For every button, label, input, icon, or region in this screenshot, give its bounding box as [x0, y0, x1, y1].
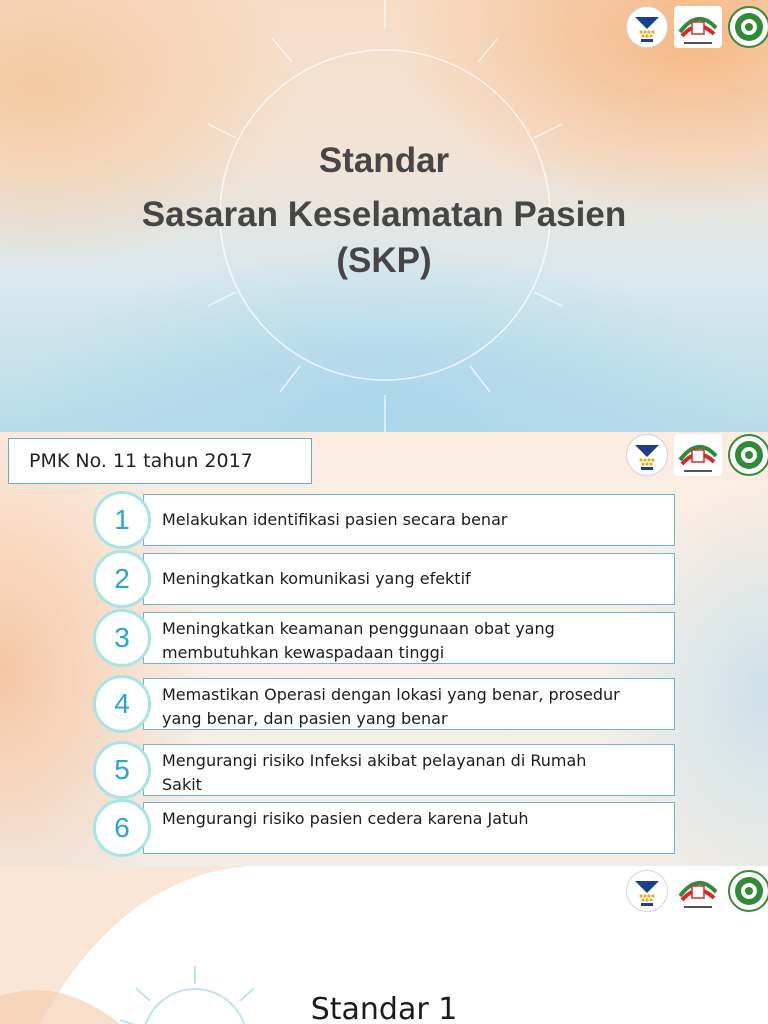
item-number: 1 — [93, 491, 151, 549]
kemenkes-logo — [626, 870, 668, 912]
item-number: 3 — [93, 609, 151, 667]
title-line-2: Sasaran Keselamatan Pasien — [141, 195, 627, 234]
iso-seal-logo — [728, 870, 768, 912]
item-text-box — [143, 612, 675, 664]
hospital-logo — [674, 6, 722, 48]
logo-group — [626, 6, 768, 48]
item-number: 2 — [93, 550, 151, 608]
item-text-box — [143, 744, 675, 796]
list-item — [93, 800, 676, 856]
item-number: 4 — [93, 675, 151, 733]
item-line-1: Mengurangi risiko Infeksi akibat pelayanan di Rumah — [162, 751, 587, 770]
hospital-logo — [674, 434, 722, 476]
iso-seal-logo — [728, 434, 768, 476]
list-item — [93, 610, 676, 666]
slide-title — [0, 0, 768, 432]
slide-skp-list — [0, 432, 768, 866]
slide-standar-1 — [0, 866, 768, 1024]
logo-group — [626, 870, 768, 912]
item-line-1: Mengurangi risiko pasien cedera karena Jatuh — [162, 809, 529, 828]
item-text-box — [143, 802, 675, 854]
title-line-3: (SKP) — [336, 241, 432, 280]
list-item — [93, 551, 676, 607]
item-line-2: membutuhkan kewaspadaan tinggi — [162, 643, 445, 662]
item-number: 6 — [93, 799, 151, 857]
item-line-1: Memastikan Operasi dengan lokasi yang benar, prosedur — [162, 685, 620, 704]
list-item — [93, 742, 676, 798]
item-text-box — [143, 678, 675, 730]
item-line-1: Melakukan identifikasi pasien secara benar — [162, 510, 508, 529]
title-line-1: Standar — [318, 141, 450, 180]
item-line-1: Meningkatkan komunikasi yang efektif — [162, 569, 471, 588]
item-text-box — [143, 553, 675, 605]
list-item — [93, 676, 676, 732]
logo-group — [626, 434, 768, 476]
standar-1-title: Standar 1 — [310, 992, 458, 1024]
item-line-2: yang benar, dan pasien yang benar — [162, 709, 448, 728]
kemenkes-logo — [626, 6, 668, 48]
item-line-2: Sakit — [162, 775, 202, 794]
item-text-box — [143, 494, 675, 546]
item-line-1: Meningkatkan keamanan penggunaan obat yang — [162, 619, 555, 638]
title-block — [0, 140, 768, 284]
kemenkes-logo — [626, 434, 668, 476]
list-item — [93, 492, 676, 548]
regulation-header: PMK No. 11 tahun 2017 — [8, 438, 312, 484]
iso-seal-logo — [728, 6, 768, 48]
item-number: 5 — [93, 741, 151, 799]
hospital-logo — [674, 870, 722, 912]
